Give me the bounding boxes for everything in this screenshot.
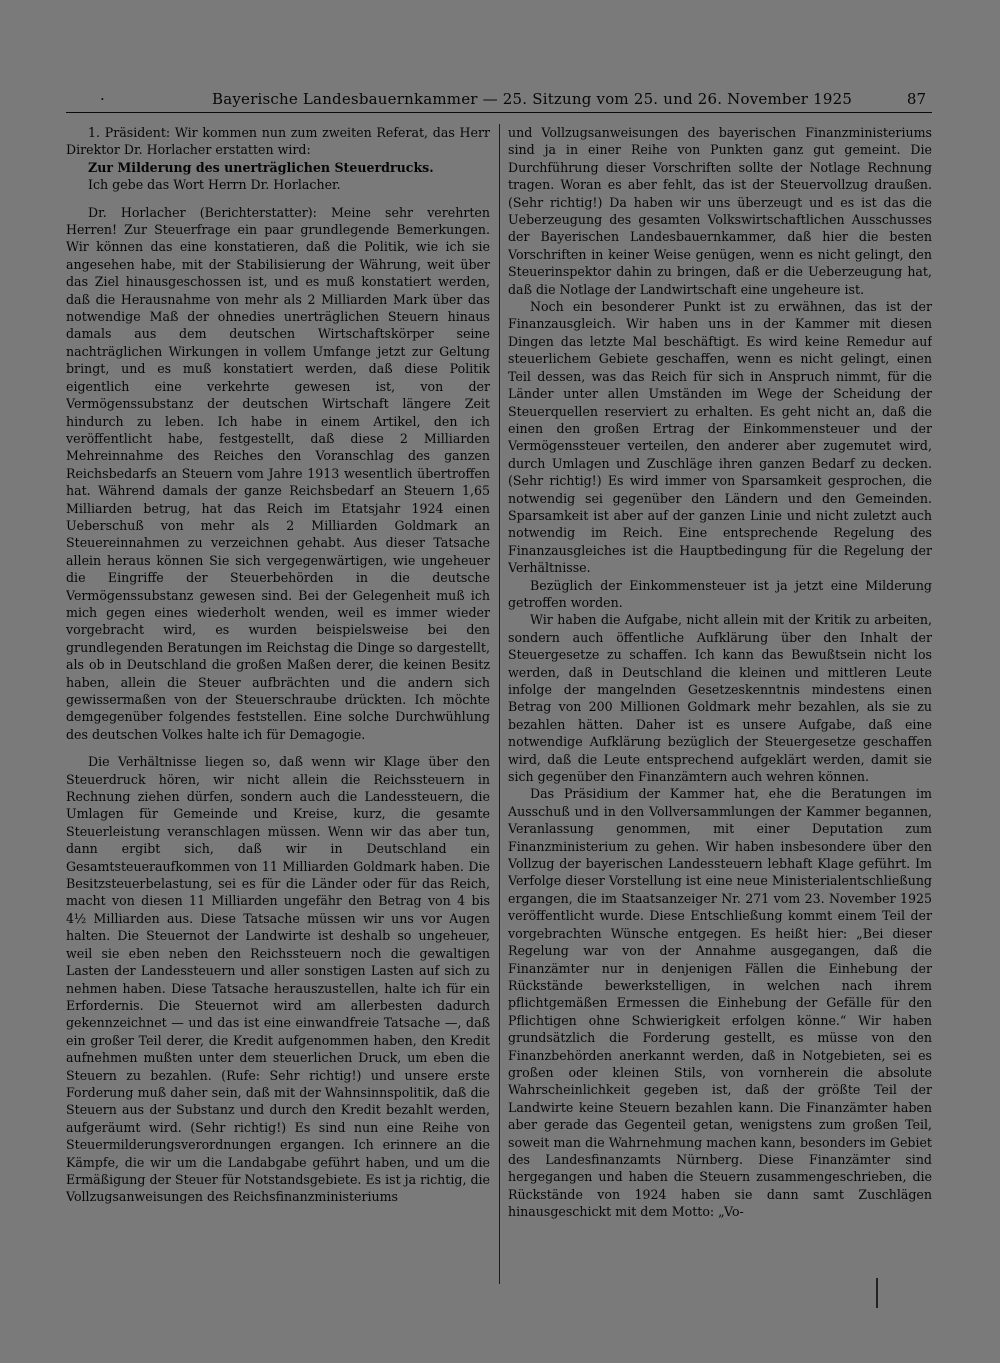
left-column [66, 124, 490, 1292]
header-title: Bayerische Landesbauernkammer — 25. Sitzung vom 25. und 26. November 1925 [212, 90, 853, 108]
running-header [66, 90, 932, 113]
paragraph: Ich gebe das Wort Herrn Dr. Horlacher. [88, 177, 341, 193]
header-dot: · [100, 90, 105, 108]
section-heading: Zur Milderung des unerträglichen Steuerdrucks. [88, 159, 434, 175]
paragraph: Wir haben die Aufgabe, nicht allein mit der Kritik zu arbeiten, sondern auch öffentliche Aufklärung über den Inhalt der Steuergesetze zu schaffen. Ich kann das Bewußtsein nicht los werden, daß in Deutschland die kleinen und mittleren Leute infolge der mangelnden Gesetzeskenntnis mindestens einen Betrag von 200 Millionen Goldmark mehr bezahlen, als sie zu bezahlen hätten. Daher ist es unsere Aufgabe, daß eine notwendige Aufklärung bezüglich der Steuergesetze geschaffen wird, daß die Leute entsprechend aufgeklärt werden, damit sie sich gegenüber den Finanzämtern auch wehren können. [508, 612, 932, 785]
paragraph: Die Verhältnisse liegen so, daß wenn wir Klage über den Steuerdruck hören, wir nicht allein die Reichssteuern in Rechnung ziehen dürfen, sondern auch die Landessteuern, die Umlagen für Gemeinde und Kreise, kurz, die gesamte Steuerleistung veranschlagen müssen. Wenn wir das aber tun, dann ergibt sich, daß wir in Deutschland ein Gesamtsteueraufkommen von 11 Milliarden Goldmark haben. Die Besitzsteuerbelastung, sei es für die Länder oder für das Reich, macht von diesen 11 Milliarden ungefähr den Betrag von 4 bis 4½ Milliarden aus. Diese Tatsache müssen wir uns vor Augen halten. Die Steuernot der Landwirte ist deshalb so ungeheuer, weil sie eben neben den Reichssteuern noch die gewaltigen Lasten der Landessteuern und aller sonstigen Lasten auf sich zu nehmen haben. Diese Tatsache herauszustellen, halte ich für ein Erfordernis. Die Steuernot wird am allerbesten dadurch gekennzeichnet — und das ist eine einwandfreie Tatsache —, daß ein großer Teil derer, die Kredit aufgenommen haben, den Kredit aufnehmen mußten unter dem steuerlichen Druck, um eben die Steuern zu bezahlen. (Rufe: Sehr richtig!) und unsere erste Forderung muß daher sein, daß mit der Wahnsinnspolitik, daß die Steuern aus der Substanz und durch den Kredit bezahlt werden, aufgeräumt wird. (Sehr richtig!) Es sind nun eine Reihe von Steuermilderungsverordnungen ergangen. Ich erinnere an die Kämpfe, die wir um die Landabgabe geführt haben, und um die Ermäßigung der Steuer für Notstandsgebiete. Es ist ja richtig, die Vollzugsanweisungen des Reichsfinanzministeriums [66, 754, 490, 1205]
right-column [508, 124, 932, 1292]
paragraph: 1. Präsident: Wir kommen nun zum zweiten Referat, das Herr Direktor Dr. Horlacher erstatten wird: [66, 125, 490, 158]
paragraph: Dr. Horlacher (Berichterstatter): Meine sehr verehrten Herren! Zur Steuerfrage ein paar grundlegende Bemerkungen. Wir können das eine konstatieren, daß die Politik, wie ich sie angesehen habe, mit der Stabilisierung der Währung, weit über das Ziel hinausgeschossen ist, und es muß konstatiert werden, daß die Herausnahme von mehr als 2 Milliarden Mark über das notwendige Maß der ohnedies unerträglichen Steuern hinaus damals aus dem deutschen Wirtschaftskörper seine nachträglichen Wirkungen in vollem Umfange jetzt zur Geltung bringt, und es muß konstatiert werden, daß diese Politik eigentlich eine verkehrte gewesen ist, von der Vermögenssubstanz der deutschen Wirtschaft längere Zeit hindurch zu leben. Ich habe in einem Artikel, den ich veröffentlicht habe, festgestellt, daß diese 2 Milliarden Mehreinnahme des Reiches den Voranschlag des ganzen Reichsbedarfs an Steuern vom Jahre 1913 wesentlich übertroffen hat. Während damals der ganze Reichsbedarf an Steuern 1,65 Milliarden betrug, hat das Reich im Etatsjahr 1924 einen Ueberschuß von mehr als 2 Milliarden Goldmark an Steuereinnahmen zu verzeichnen gehabt. Aus dieser Tatsache allein heraus können Sie sich vergegenwärtigen, wie ungeheuer die Eingriffe der Steuerbehörden in die deutsche Vermögenssubstanz gewesen sind. Bei der Gelegenheit muß ich mich gegen eines wiederholt wenden, weil es immer wieder vorgebracht wird, es wurden beispielsweise bei den grundlegenden Beratungen im Reichstag die Dinge so dargestellt, als ob in Deutschland die großen Maßen derer, die keinen Besitz haben, allein die Steuer aufbrächten und die andern sich gewissermaßen von der Steuerschraube drückten. Ich möchte demgegenüber folgendes feststellen. Eine solche Durchwühlung des deutschen Volkes halte ich für Demagogie. [66, 204, 490, 742]
paragraph: Bezüglich der Einkommensteuer ist ja jetzt eine Milderung getroffen worden. [508, 577, 932, 610]
margin-mark [876, 1278, 878, 1308]
page-number: 87 [906, 90, 926, 108]
paragraph: Noch ein besonderer Punkt ist zu erwähnen, das ist der Finanzausgleich. Wir haben uns in der Kammer mit diesen Dingen das letzte Mal beschäftigt. Es wird keine Remedur auf steuerlichem Gebiete geschaffen, wenn es nicht gelingt, einen Teil dessen, was das Reich für sich in Anspruch nimmt, für die Länder unter allen Umständen im Wege der Scheidung der Steuerquellen reserviert zu erhalten. Es geht nicht an, daß die einen den großen Ertrag der Einkommensteuer und der Vermögenssteuer verteilen, den anderer aber zugemutet wird, durch Umlagen und Zuschläge ihren ganzen Bedarf zu decken. (Sehr richtig!) Es wird immer von Sparsamkeit gesprochen, die notwendig sei gegenüber den Ländern und den Gemeinden. Sparsamkeit ist aber auf der ganzen Linie und nicht zuletzt auch notwendig im Reich. Eine entsprechende Regelung des Finanzausgleiches ist die Hauptbedingung für die Regelung der Verhältnisse. [508, 299, 932, 576]
paragraph: Das Präsidium der Kammer hat, ehe die Beratungen im Ausschuß und in den Vollversammlungen der Kammer begannen, Veranlassung genommen, mit einer Deputation zum Finanzministerium zu gehen. Wir haben insbesondere über den Vollzug der bayerischen Landessteuern lebhaft Klage geführt. Im Verfolge dieser Vorstellung ist eine neue Ministerialentschließung ergangen, die im Staatsanzeiger Nr. 271 vom 23. November 1925 veröffentlicht wurde. Diese Entschließung kommt einem Teil der vorgebrachten Wünsche entgegen. Es heißt hier: „Bei dieser Regelung war von der Annahme ausgegangen, daß die Finanzämter nur in denjenigen Fällen die Einhebung der Rückstände bewerkstelligen, in welchen nach ihrem pflichtgemäßen Ermessen die Einhebung der Gefälle für den Pflichtigen ohne Schwierigkeit erfolgen könne.“ Wir haben grundsätzlich die Forderung gestellt, es müsse von den Finanzbehörden anerkannt werden, daß in Notgebieten, sei es großen oder kleinen Stils, von vornherein die absolute Wahrscheinlichkeit gegeben ist, daß der größte Teil der Landwirte keine Steuern bezahlen kann. Die Finanzämter haben aber gerade das Gegenteil getan, wenigstens zum großen Teil, soweit man die Wahrnehmung machen kann, besonders im Gebiet des Landesfinanzamts Nürnberg. Diese Finanzämter sind hergegangen und haben die Steuern zusammengeschrieben, die Rückstände von 1924 haben sie dann samt Zuschlägen hinausgeschickt mit dem Motto: „Vo- [508, 786, 932, 1220]
column-divider [499, 124, 500, 1284]
paragraph: und Vollzugsanweisungen des bayerischen Finanzministeriums sind ja in einer Reihe von Punkten ganz gut gemeint. Die Durchführung dieser Vorschriften sollte der Notlage Rechnung tragen. Woran es aber fehlt, das ist der Steuervollzug draußen. (Sehr richtig!) Da haben wir uns überzeugt und es ist das die Ueberzeugung des gesamten Volkswirtschaftlichen Ausschusses der Bayerischen Landesbauernkammer, daß hier die besten Vorschriften in keiner Weise genügen, wenn es nicht gelingt, den Steuerinspektor dahin zu bringen, daß er die Ueberzeugung hat, daß die Notlage der Landwirtschaft eine ungeheure ist. [508, 125, 932, 297]
